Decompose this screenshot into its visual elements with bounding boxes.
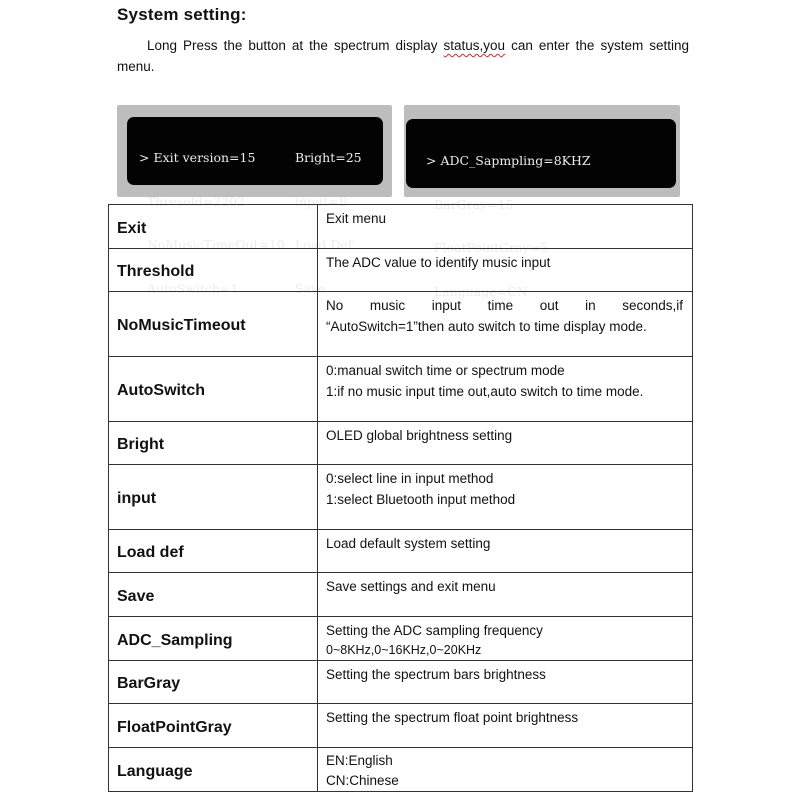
- description-line: 1:select Bluetooth input method: [326, 492, 516, 507]
- setting-name: ADC_Sampling: [109, 617, 318, 661]
- setting-name: Bright: [109, 422, 318, 465]
- oled-menu-line: Bright=25: [295, 150, 362, 165]
- table-row: [109, 704, 693, 748]
- setting-description: [318, 704, 693, 748]
- table-row: [109, 661, 693, 704]
- table-row: [109, 249, 693, 292]
- table-row: [109, 357, 693, 422]
- oled-menu-line: AutoSwitch=1: [139, 280, 239, 296]
- description-line: Load default system setting: [326, 536, 491, 551]
- setting-description: [318, 748, 693, 792]
- setting-description: [318, 573, 693, 617]
- setting-name: BarGray: [109, 661, 318, 704]
- setting-description: [318, 357, 693, 422]
- description-line: EN:English: [326, 753, 393, 768]
- table-row: [109, 292, 693, 357]
- description-line: 1:if no music input time out,auto switch to time mode.: [326, 384, 644, 399]
- table-row: [109, 530, 693, 573]
- intro-text-before: Long Press the button at the spectrum display: [147, 38, 444, 53]
- oled-menu-line: Save: [295, 280, 326, 296]
- table-row: [109, 422, 693, 465]
- setting-description: [318, 530, 693, 573]
- description-line: Save settings and exit menu: [326, 579, 496, 594]
- setting-description: [318, 292, 693, 357]
- table-row: [109, 573, 693, 617]
- setting-description: [318, 661, 693, 704]
- page-title: System setting:: [117, 5, 247, 24]
- oled-menu-line: NoMusicTimeOut=10: [139, 237, 285, 252]
- setting-description: [318, 249, 693, 292]
- setting-name: input: [109, 465, 318, 530]
- setting-description: [318, 617, 693, 661]
- table-row: [109, 617, 693, 661]
- description-line: 0:manual switch time or spectrum mode: [326, 363, 565, 378]
- description-line: The ADC value to identify music input: [326, 255, 551, 270]
- setting-name: Exit: [109, 205, 318, 249]
- oled-menu-line: Language=CN: [426, 283, 528, 299]
- setting-name: Threshold: [109, 249, 318, 292]
- setting-name: FloatPointGray: [109, 704, 318, 748]
- description-line: OLED global brightness setting: [326, 428, 513, 443]
- setting-description: [318, 205, 693, 249]
- settings-table: [108, 204, 693, 792]
- setting-name: Load def: [109, 530, 318, 573]
- table-row: [109, 205, 693, 249]
- oled-menu-line: Load Def: [295, 237, 353, 252]
- table-row: [109, 748, 693, 792]
- description-line: Setting the ADC sampling frequency: [326, 623, 543, 638]
- oled-menu-line: FloatPointGray=5: [426, 240, 549, 255]
- setting-description: [318, 465, 693, 530]
- description-line: CN:Chinese: [326, 773, 399, 788]
- setting-name: Save: [109, 573, 318, 617]
- intro-text-after: can enter the system setting menu.: [117, 38, 689, 74]
- setting-name: AutoSwitch: [109, 357, 318, 422]
- setting-name: Language: [109, 748, 318, 792]
- description-line: 0~8KHz,0~16KHz,0~20KHz: [326, 643, 482, 657]
- intro-text-squiggle: status,you: [443, 38, 506, 53]
- description-line: Setting the spectrum float point brightness: [326, 710, 579, 725]
- oled-menu-line: Thresold=2202: [139, 193, 245, 209]
- setting-description: [318, 422, 693, 465]
- description-line: 0:select line in input method: [326, 471, 494, 486]
- oled-menu-line: > Exit version=15: [139, 150, 256, 165]
- table-row: [109, 465, 693, 530]
- description-line: Exit menu: [326, 211, 387, 226]
- setting-name: NoMusicTimeout: [109, 292, 318, 357]
- oled-menu-line: input=B: [295, 193, 348, 209]
- description-line: “AutoSwitch=1”then auto switch to time display mode.: [326, 319, 647, 334]
- description-line: Setting the spectrum bars brightness: [326, 667, 546, 682]
- oled-menu-line: > ADC_Sapmpling=8KHZ: [426, 153, 591, 168]
- description-line: No music input time out in seconds,if: [326, 298, 683, 313]
- intro-paragraph: [117, 35, 689, 77]
- oled-menu-line: BarGray=15: [426, 196, 514, 212]
